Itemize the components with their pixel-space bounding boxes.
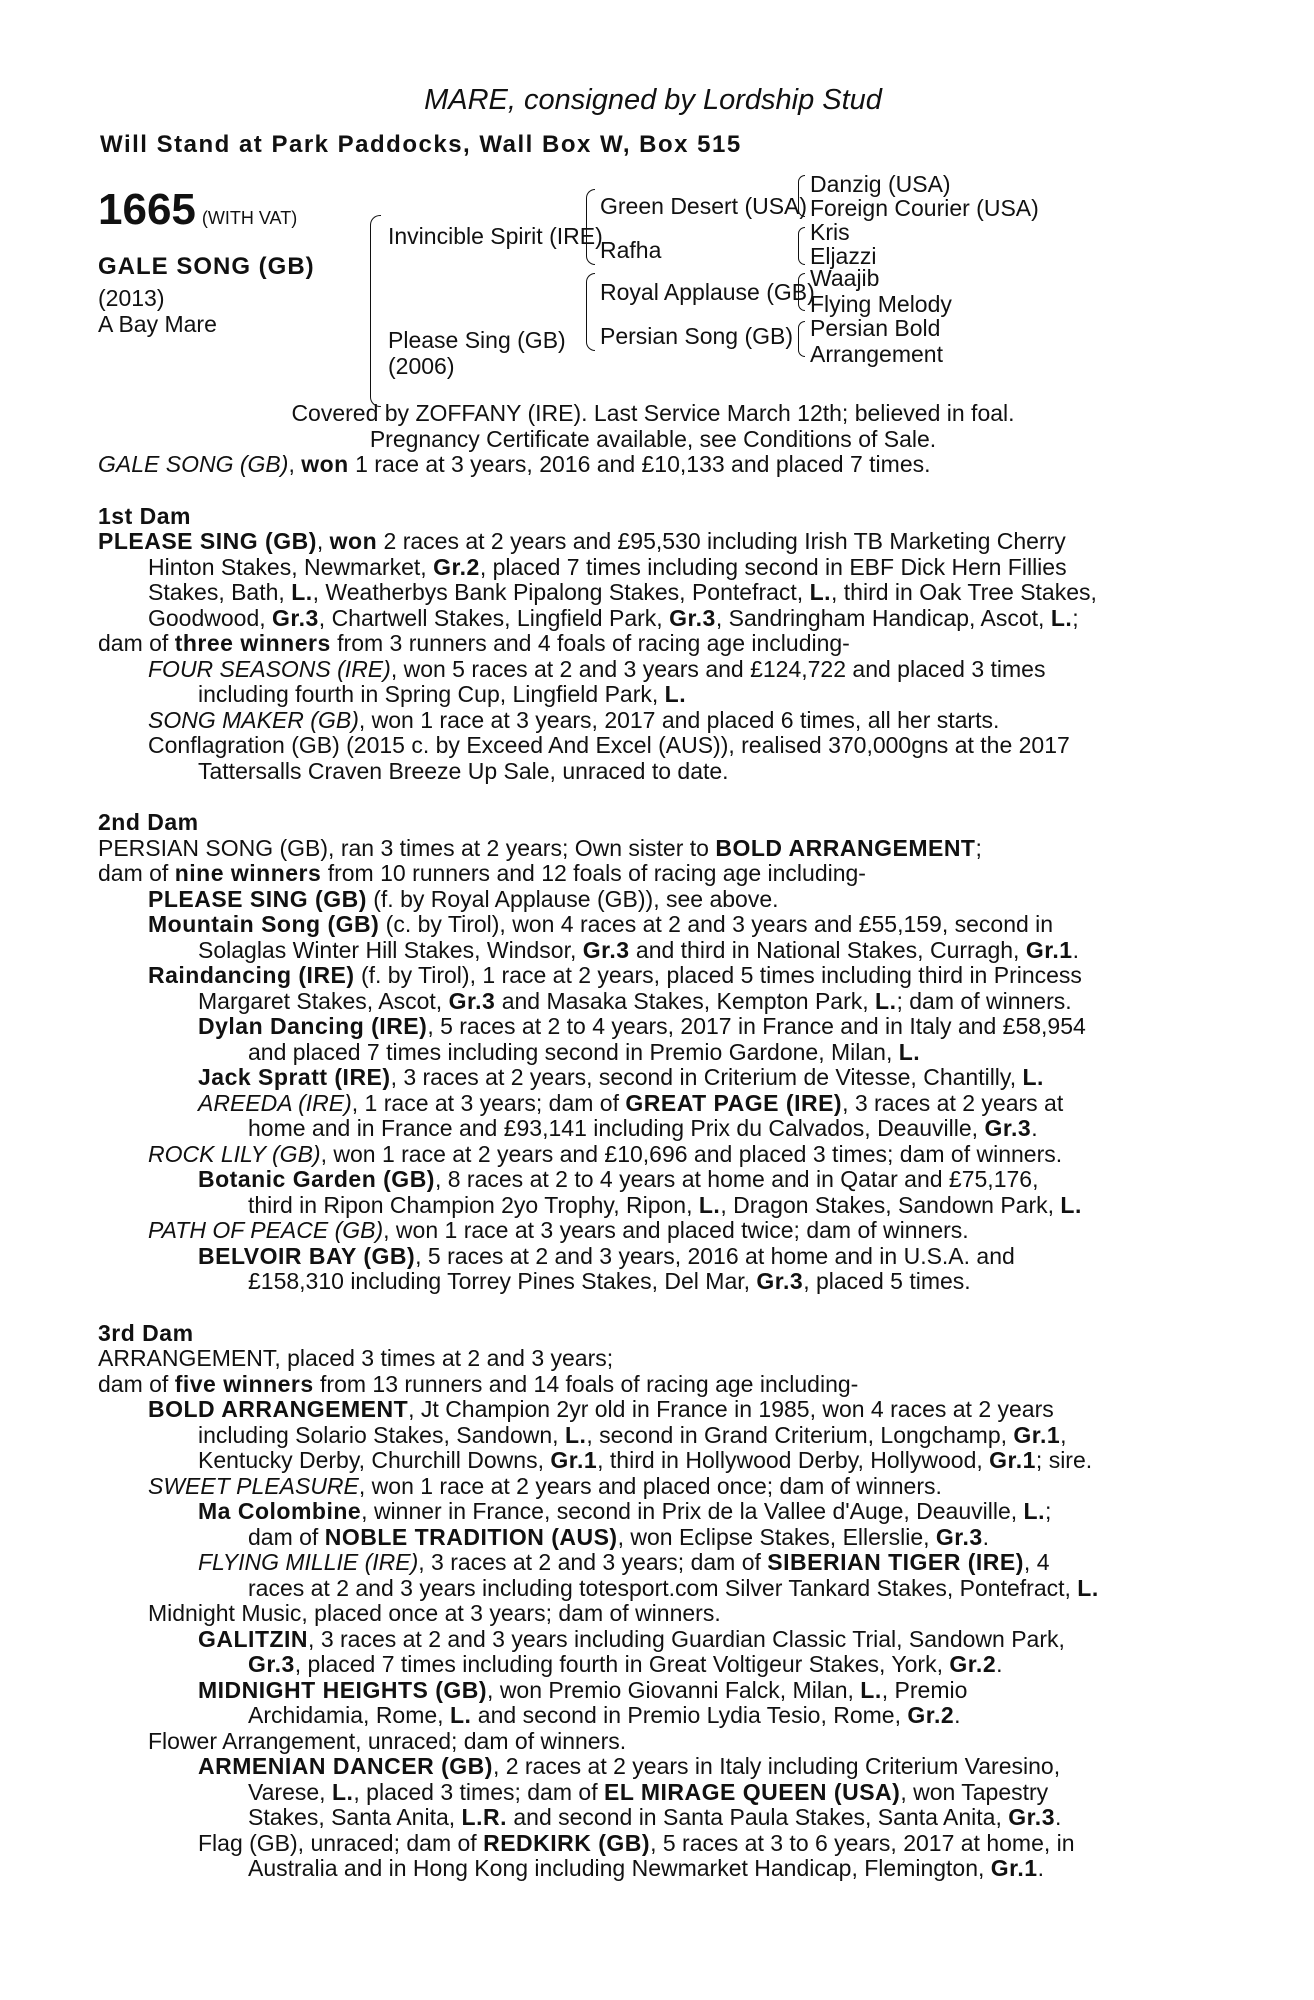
text: from 13 runners and 14 foals of racing age including- (313, 1370, 859, 1397)
text: PERSIAN SONG (GB), ran 3 times at 2 years; Own sister to (98, 834, 716, 861)
progeny (98, 1678, 1208, 1704)
text: and second in Premio Lydia Tesio, Rome, (471, 1702, 908, 1728)
progeny-name: BOLD ARRANGEMENT (148, 1396, 409, 1422)
text: Solaglas Winter Hill Stakes, Windsor, (198, 936, 583, 963)
consignment-header: MARE, consigned by Lordship Stud (424, 84, 882, 116)
text: and third in National Stakes, Curragh, (629, 936, 1026, 963)
first-dam-won: won (329, 528, 378, 554)
text: Stakes, Santa Anita, (248, 1804, 462, 1830)
text: , 4 (1023, 1549, 1050, 1575)
text: . (1031, 1115, 1038, 1141)
dam-dam-dam: Arrangement (810, 341, 943, 367)
progeny-3: Conflagration (GB) (2015 c. by Exceed And Excel (AUS)), realised 370,000gns at the 2017 (148, 732, 1070, 758)
grade: Gr.1 (550, 1447, 598, 1473)
text: and Masaka Stakes, Kempton Park, (495, 987, 876, 1014)
dam-sire-dam: Flying Melody (810, 291, 952, 317)
text: , won 1 race at 3 years and placed twice; dam of winners. (383, 1217, 969, 1243)
text: , 3 races at 2 and 3 years; dam of (418, 1549, 768, 1575)
grade: L. (698, 1191, 721, 1218)
text: , won 1 race at 2 years and placed once; dam of winners. (358, 1472, 942, 1499)
progeny-cont (98, 938, 1208, 964)
summary-text: 1 race at 3 years, 2016 and £10,133 and placed 7 times. (348, 451, 931, 477)
lot-number: 1665 (98, 185, 196, 234)
progeny (98, 1831, 1208, 1857)
summary-horse-name: GALE SONG (GB) (98, 451, 289, 477)
text: , Jt Champion 2yr old in France in 1985, won 4 races at 2 years (408, 1396, 1054, 1422)
text: . (954, 1702, 961, 1728)
text: including Solario Stakes, Sandown, (198, 1421, 565, 1448)
text: . (1037, 1855, 1044, 1881)
text: Australia and in Hong Kong including Newmarket Handicap, Flemington, (248, 1855, 991, 1881)
text: £158,310 including Torrey Pines Stakes, Del Mar, (248, 1268, 757, 1294)
sire-sire-dam: Foreign Courier (USA) (810, 195, 1039, 221)
progeny (98, 1065, 1208, 1091)
text: , placed 7 times including fourth in Great Voltigeur Stakes, York, (294, 1651, 950, 1677)
grade: L. (875, 987, 897, 1014)
text: home and in France and £93,141 including Prix du Calvados, Deauville, (248, 1115, 985, 1141)
progeny-name: GALITZIN (198, 1625, 309, 1652)
dam-sire: Royal Applause (GB) (600, 279, 815, 305)
progeny (98, 1397, 1208, 1423)
text: Margaret Stakes, Ascot, (198, 987, 449, 1014)
progeny (98, 1244, 1208, 1270)
grade: L. (1060, 1191, 1082, 1218)
progeny-name: Jack Spratt (IRE) (198, 1064, 391, 1090)
grade: L. (1023, 1498, 1045, 1524)
grade: L. (1077, 1574, 1099, 1601)
progeny-cont (98, 1269, 1208, 1295)
progeny-name: BELVOIR BAY (GB) (198, 1242, 416, 1269)
grade: L. (1050, 604, 1073, 631)
horse-name: GREAT PAGE (IRE) (625, 1089, 843, 1116)
text: , won 1 race at 3 years, 2017 and placed 6 times, all her starts. (358, 706, 1000, 733)
covered-line: Covered by ZOFFANY (IRE). Last Service March 12th; believed in foal. (291, 400, 1015, 426)
text: from 10 runners and 12 foals of racing age including- (321, 860, 866, 886)
text: . (1055, 1804, 1062, 1830)
progeny-name: Botanic Garden (GB) (198, 1166, 435, 1192)
text: , won 5 races at 2 and 3 years and £124,722 and placed 3 times (390, 655, 1046, 682)
text: , 5 races at 2 and 3 years, 2016 at home and in U.S.A. and (415, 1242, 1015, 1269)
text: , won Eclipse Stakes, Ellerslie, (617, 1523, 936, 1550)
grade: Gr.3 (984, 1115, 1032, 1141)
progeny-2 (98, 708, 1208, 734)
progeny-cont (98, 1576, 1208, 1602)
winners-count: five winners (174, 1370, 314, 1397)
grade: Gr.3 (935, 1523, 983, 1550)
text: , won Premio Giovanni Falck, Milan, (487, 1676, 861, 1703)
second-dam-section (98, 810, 1208, 1295)
first-dam-produce (98, 631, 1208, 657)
third-dam-produce (98, 1372, 1208, 1398)
grade: Gr.3 (756, 1268, 804, 1294)
horse-name: EL MIRAGE QUEEN (USA) (603, 1778, 901, 1805)
progeny-3-cont: Tattersalls Craven Breeze Up Sale, unraced to date. (198, 757, 729, 784)
text: dam of (98, 860, 175, 886)
progeny (98, 1499, 1208, 1525)
summary-won: won (301, 451, 349, 477)
dam-dam-sire: Persian Bold (810, 315, 941, 341)
grade: Gr.2 (907, 1702, 955, 1728)
progeny-name: Mountain Song (GB) (148, 911, 380, 937)
text: Goodwood, (148, 604, 273, 631)
covered-block (98, 401, 1208, 478)
winners-count: three winners (174, 630, 331, 656)
grade: Gr.2 (949, 1651, 997, 1677)
text: dam of (98, 630, 175, 656)
first-dam-heading: 1st Dam (98, 502, 191, 529)
progeny-name: SWEET PLEASURE (148, 1472, 359, 1499)
text: , placed 3 times; dam of (353, 1778, 604, 1805)
text: , 2 races at 2 years in Italy including Criterium Varesino, (492, 1753, 1061, 1779)
progeny-cont (98, 1525, 1208, 1551)
grade: Gr.1 (990, 1855, 1038, 1881)
progeny-cont (98, 1856, 1208, 1882)
progeny-name: Dylan Dancing (IRE) (198, 1013, 428, 1039)
text: ; (975, 834, 982, 861)
text: , 3 races at 2 years at (842, 1089, 1064, 1116)
progeny (98, 1218, 1208, 1244)
grade: Gr.1 (989, 1447, 1036, 1473)
progeny: Flower Arrangement, unraced; dam of winners. (148, 1727, 627, 1754)
text: ; (1045, 1498, 1052, 1524)
progeny-name: MIDNIGHT HEIGHTS (GB) (198, 1676, 488, 1703)
text: , Weatherbys Bank Pipalong Stakes, Pontefract, (312, 579, 810, 605)
first-dam-record: PLEASE SING (GB), won 2 races at 2 years and £95,530 including Irish TB Marketing Cherry (98, 528, 1066, 554)
pedigree-brace (370, 215, 381, 407)
text: (f. by Tirol), 1 race at 2 years, placed 5 times including third in Princess (354, 962, 1082, 988)
grade: Gr.1 (1013, 1421, 1061, 1448)
progeny-name: Ma Colombine (198, 1498, 362, 1524)
third-dam-section (98, 1321, 1208, 1882)
lot-number-block (98, 185, 297, 235)
first-dam-section (98, 504, 1208, 785)
text: third in Ripon Champion 2yo Trophy, Ripon, (248, 1191, 699, 1218)
vat-note: (WITH VAT) (201, 208, 298, 228)
text: Stakes, Bath, (148, 579, 292, 605)
progeny-cont (98, 1703, 1208, 1729)
text: (f. by Royal Applause (GB)), see above. (366, 885, 779, 912)
text: Flag (GB), unraced; dam of (198, 1829, 484, 1856)
text: dam of (248, 1523, 325, 1550)
sire-dam-dam: Eljazzi (810, 243, 877, 269)
dam-year: (2006) (388, 353, 455, 379)
catalogue-page (98, 80, 1208, 1882)
text: . (1072, 936, 1079, 963)
text: from 3 runners and 4 foals of racing age including- (330, 630, 850, 656)
progeny-name: ROCK LILY (GB) (148, 1140, 321, 1167)
text: , second in Grand Criterium, Longchamp, (586, 1421, 1014, 1448)
progeny-cont (98, 1423, 1208, 1449)
first-dam-record-2 (98, 555, 1208, 581)
horse-name: SIBERIAN TIGER (IRE) (767, 1549, 1024, 1575)
progeny-name: FOUR SEASONS (IRE) (148, 655, 391, 682)
second-dam-produce (98, 861, 1208, 887)
text: , third in Oak Tree Stakes, (831, 579, 1097, 605)
grade: Gr.3 (669, 604, 716, 631)
grade: Gr.2 (433, 553, 480, 580)
sire-brace (586, 189, 595, 265)
horse-description: A Bay Mare (98, 311, 217, 337)
progeny (98, 963, 1208, 989)
grade: Gr.3 (582, 936, 630, 963)
lot-pedigree-block (98, 171, 1208, 401)
sire-sire-sire: Danzig (USA) (810, 171, 951, 197)
text: ; dam of winners. (896, 987, 1072, 1014)
gen3-brace-1 (798, 175, 805, 217)
progeny-cont (98, 1652, 1208, 1678)
text: , won 1 race at 2 years and £10,696 and placed 3 times; dam of winners. (320, 1140, 1063, 1167)
progeny-cont (98, 989, 1208, 1015)
progeny-cont (98, 1448, 1208, 1474)
text: , 5 races at 3 to 6 years, 2017 at home, in (650, 1829, 1075, 1856)
grade: L. (898, 1038, 921, 1065)
sire: Invincible Spirit (IRE) (388, 223, 603, 249)
progeny-name: SONG MAKER (GB) (148, 706, 359, 733)
text: including fourth in Spring Cup, Lingfield Park, (198, 681, 665, 707)
progeny-name: ARMENIAN DANCER (GB) (198, 1753, 493, 1779)
progeny (98, 912, 1208, 938)
text: and placed 7 times including second in Premio Gardone, Milan, (248, 1038, 899, 1065)
progeny-name: PLEASE SING (GB) (148, 885, 367, 912)
grade: L. (564, 1421, 587, 1448)
third-dam-record: ARRANGEMENT, placed 3 times at 2 and 3 years; (98, 1345, 614, 1371)
text: (c. by Tirol), won 4 races at 2 and 3 years and £55,159, second in (379, 911, 1054, 937)
progeny-name: AREEDA (IRE) (198, 1089, 352, 1116)
text: , placed 7 times including second in EBF Dick Hern Fillies (479, 553, 1067, 580)
text: ; sire. (1035, 1447, 1093, 1473)
first-dam-name: PLEASE SING (GB) (98, 528, 317, 554)
race-summary: GALE SONG (GB), won 1 race at 3 years, 2016 and £10,133 and placed 7 times. (98, 451, 931, 477)
grade: Gr.3 (448, 987, 496, 1014)
grade: Gr.3 (1008, 1804, 1055, 1830)
gen3-brace-4 (798, 321, 805, 357)
text: , third in Hollywood Derby, Hollywood, (597, 1447, 990, 1473)
sire-dam: Rafha (600, 237, 662, 263)
progeny (98, 1167, 1208, 1193)
grade: Gr.1 (1025, 936, 1073, 963)
progeny-cont (98, 1193, 1208, 1219)
text: . (982, 1523, 990, 1550)
second-dam-heading: 2nd Dam (98, 809, 199, 835)
grade: L. (809, 579, 832, 605)
progeny (98, 1550, 1208, 1576)
horse-name: BOLD ARRANGEMENT (715, 834, 976, 861)
progeny: Midnight Music, placed once at 3 years; dam of winners. (148, 1600, 721, 1626)
text: , Sandringham Handicap, Ascot, (715, 604, 1051, 631)
grade: L. (860, 1676, 882, 1703)
progeny-name: Raindancing (IRE) (148, 962, 355, 988)
text: , Chartwell Stakes, Lingfield Park, (318, 604, 670, 631)
progeny (98, 1091, 1208, 1117)
grade: L. (331, 1778, 354, 1805)
progeny-cont (98, 1780, 1208, 1806)
second-dam-record (98, 836, 1208, 862)
dam-sire-sire: Waajib (810, 265, 880, 291)
third-dam-heading: 3rd Dam (98, 1319, 194, 1346)
text: , 3 races at 2 and 3 years including Guardian Classic Trial, Sandown Park, (308, 1625, 1065, 1652)
text: Kentucky Derby, Churchill Downs, (198, 1447, 551, 1473)
progeny-1 (98, 657, 1208, 683)
progeny (98, 1014, 1208, 1040)
progeny-cont (98, 1040, 1208, 1066)
grade: Gr.3 (248, 1651, 295, 1677)
first-dam-record-3 (98, 580, 1208, 606)
text: , Premio (881, 1676, 968, 1703)
text: , 3 races at 2 years, second in Criterium de Vitesse, Chantilly, (390, 1064, 1023, 1090)
grade: L. (664, 681, 687, 707)
sire-sire: Green Desert (USA) (600, 193, 808, 219)
text: , winner in France, second in Prix de la Vallee d'Auge, Deauville, (361, 1498, 1024, 1524)
winners-count: nine winners (174, 860, 322, 886)
progeny-name: FLYING MILLIE (IRE) (198, 1549, 419, 1575)
first-dam-record-4 (98, 606, 1208, 632)
text: , won Tapestry (900, 1778, 1049, 1805)
grade: L.R. (461, 1804, 507, 1830)
progeny (98, 887, 1208, 913)
horse-year: (2013) (98, 285, 165, 311)
text: ; (1072, 604, 1079, 631)
text: , (1060, 1421, 1067, 1448)
horse-name: NOBLE TRADITION (AUS) (324, 1523, 618, 1550)
sire-dam-sire: Kris (810, 219, 850, 245)
dam-dam: Persian Song (GB) (600, 323, 794, 349)
progeny-1-cont (98, 682, 1208, 708)
grade: Gr.3 (272, 604, 319, 631)
text: . (996, 1651, 1003, 1677)
text: dam of (98, 1370, 175, 1397)
gen3-brace-2 (798, 227, 805, 265)
grade: L. (449, 1702, 472, 1728)
stand-location: Will Stand at Park Paddocks, Wall Box W, Box 515 (100, 131, 742, 158)
pregnancy-line: Pregnancy Certificate available, see Conditions of Sale. (369, 425, 937, 452)
gen3-brace-3 (798, 273, 805, 311)
progeny-cont (98, 1116, 1208, 1142)
text: Varese, (248, 1778, 332, 1805)
text: Archidamia, Rome, (248, 1702, 450, 1728)
text: , 8 races at 2 to 4 years at home and in Qatar and £75,176, (434, 1166, 1039, 1192)
grade: L. (291, 579, 313, 605)
horse-name: REDKIRK (GB) (483, 1829, 651, 1856)
text: 2 races at 2 years and £95,530 including Irish TB Marketing Cherry (377, 528, 1066, 554)
dam-brace (586, 273, 595, 351)
text: , 5 races at 2 to 4 years, 2017 in France and in Italy and £58,954 (427, 1013, 1086, 1039)
text: races at 2 and 3 years including totesport.com Silver Tankard Stakes, Pontefract, (248, 1574, 1078, 1601)
text: , placed 5 times. (803, 1268, 971, 1294)
progeny-cont (98, 1805, 1208, 1831)
progeny (98, 1142, 1208, 1168)
text: and second in Santa Paula Stakes, Santa Anita, (506, 1804, 1009, 1830)
progeny (98, 1474, 1208, 1500)
dam: Please Sing (GB) (388, 327, 566, 353)
text: , Dragon Stakes, Sandown Park, (720, 1191, 1061, 1218)
progeny (98, 1754, 1208, 1780)
text: , 1 race at 3 years; dam of (351, 1089, 626, 1116)
progeny-name: PATH OF PEACE (GB) (148, 1217, 384, 1243)
progeny (98, 1627, 1208, 1653)
text: Hinton Stakes, Newmarket, (148, 553, 434, 580)
horse-name: GALE SONG (GB) (98, 253, 315, 280)
grade: L. (1022, 1064, 1044, 1090)
